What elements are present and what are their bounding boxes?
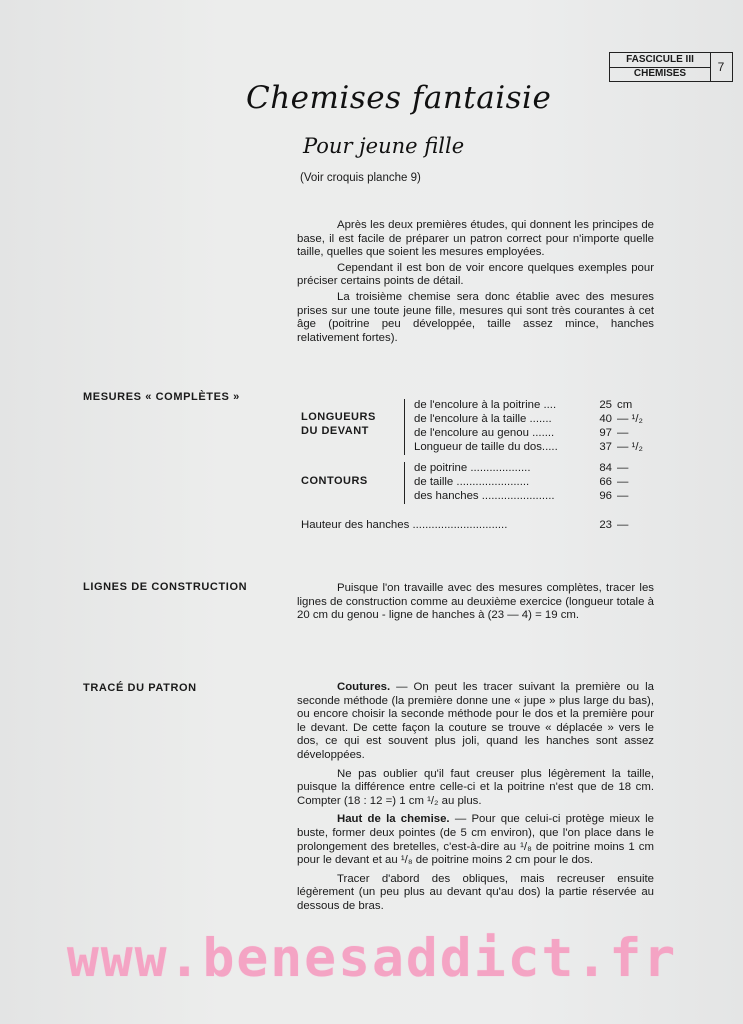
measure-value: 97: [599, 427, 612, 439]
measure-unit: —: [617, 427, 629, 439]
measure-unit: — ¹/₂: [617, 413, 643, 425]
measure-label: de l'encolure à la taille .......: [414, 413, 552, 425]
intro-text: [297, 219, 654, 345]
fascicule-stamp: [609, 52, 733, 82]
measure-value: 66: [599, 476, 612, 488]
longueurs-label-line-1: LONGUEURS: [301, 411, 376, 423]
measure-value: 37: [599, 441, 612, 453]
measure-value: 96: [599, 490, 612, 502]
longueurs-brace: [404, 399, 411, 455]
intro-paragraph-1: Après les deux premières études, qui donnent les principes de base, il est facile de préparer un patron correct pour n'importe quelle taille, quelles que soient les mesures employées.: [297, 219, 654, 259]
measure-unit: —: [617, 462, 629, 474]
intro-paragraph-3: La troisième chemise sera donc établie avec des mesures prises sur une toute jeune fille, mesures qui sont très courantes à cet âge (poitrine peu développée, taille assez mince, hanches relativement fortes).: [297, 290, 654, 344]
contours-brace: [404, 462, 411, 504]
measure-unit: —: [617, 519, 629, 531]
page-number: 7: [717, 60, 725, 74]
measure-unit: cm: [617, 399, 633, 411]
measure-value: 23: [599, 519, 612, 531]
mesures-section-label: MESURES « COMPLÈTES »: [83, 391, 240, 403]
measure-label: Longueur de taille du dos.....: [414, 441, 558, 453]
page-subtitle: Pour jeune fille: [303, 134, 465, 158]
measure-value: 25: [599, 399, 612, 411]
fascicule-label: FASCICULE III: [610, 53, 711, 68]
contours-label: CONTOURS: [301, 475, 368, 487]
page-title: Chemises fantaisie: [246, 80, 552, 116]
haut-heading: Haut de la chemise.: [337, 813, 450, 826]
measure-value: 40: [599, 413, 612, 425]
measure-label: de poitrine ...................: [414, 462, 531, 474]
measure-unit: —: [617, 490, 629, 502]
trace-section-label: TRACÉ DU PATRON: [83, 682, 197, 694]
measure-label: des hanches .......................: [414, 490, 555, 502]
haut-text: — Pour que celui-ci protège mieux le buste, former deux pointes (de 5 cm environ), que l'on place dans le prolongement des bretelles, c'est-à-dire au ¹/₈ de poitrine moins 1 cm pour le devant et au ¹/₈ de poitrine moins 2 cm pour le dos.: [297, 813, 655, 867]
measure-unit: — ¹/₂: [617, 441, 643, 453]
sketch-reference: (Voir croquis planche 9): [300, 172, 421, 184]
trace-text: [297, 681, 654, 914]
watermark-url: www.benesaddict.fr: [66, 928, 678, 989]
measure-value: 84: [599, 462, 612, 474]
longueurs-label-line-2: DU DEVANT: [301, 425, 369, 437]
coutures-text: — On peut les tracer suivant la première ou la seconde méthode (la première donne une « jupe » plus large du bas), ou encore choisir la seconde méthode pour le dos et la première pour le devant. De cette façon la couture se trouve « déplacée » vers le dos, ce qui est souvent plus joli, quand les hanches sont assez développées.: [297, 681, 654, 761]
chapter-label: CHEMISES: [610, 67, 711, 81]
obliques-paragraph: Tracer d'abord des obliques, mais recreuser ensuite légèrement (un peu plus au devant qu'au dos) la partie réservée au dessous de bras.: [297, 872, 654, 912]
measure-label: Hauteur des hanches ..............................: [301, 519, 508, 531]
coutures-heading: Coutures.: [337, 681, 391, 693]
lignes-text: [297, 582, 654, 623]
haut-paragraph: [297, 813, 654, 867]
coutures-paragraph: [297, 681, 654, 763]
measure-label: de l'encolure au genou .......: [414, 427, 555, 439]
measure-label: de taille .......................: [414, 476, 530, 488]
measure-unit: —: [617, 476, 629, 488]
lignes-paragraph: Puisque l'on travaille avec des mesures complètes, tracer les lignes de construction comme au deuxième exercice (longueur totale à 20 cm du genou - ligne de hanches à (23 — 4) = 19 cm.: [297, 582, 654, 622]
taille-paragraph: Ne pas oublier qu'il faut creuser plus légèrement la taille, puisque la différence entre celle-ci et la poitrine n'est que de 18 cm. Compter (18 : 12 =) 1 cm ¹/₂ au plus.: [297, 767, 654, 807]
lignes-section-label: LIGNES DE CONSTRUCTION: [83, 581, 248, 593]
measure-label: de l'encolure à la poitrine ....: [414, 399, 557, 411]
longueurs-label: [301, 410, 376, 438]
intro-paragraph-2: Cependant il est bon de voir encore quelques exemples pour préciser certains points de détail.: [297, 261, 654, 288]
